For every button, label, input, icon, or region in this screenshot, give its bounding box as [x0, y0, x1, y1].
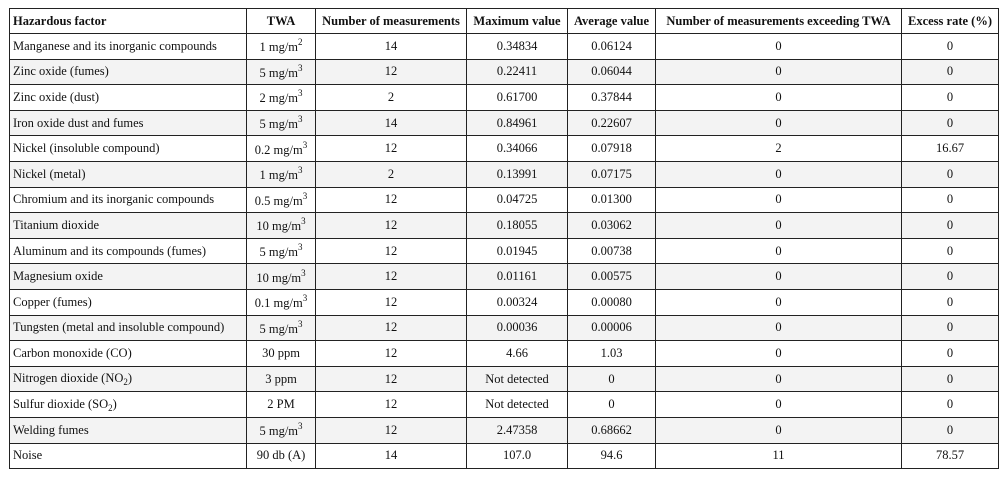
cell-excess-rate: 0	[902, 289, 999, 315]
cell-hazardous-factor	[10, 392, 247, 418]
table-row	[10, 213, 999, 239]
cell-excess-rate: 0	[902, 85, 999, 111]
twa-value: 0.1 mg/m	[254, 296, 303, 311]
twa-value: 10 mg/m	[256, 219, 302, 234]
cell-average-value: 0.06124	[568, 34, 656, 60]
cell-number-of-measurements: 14	[316, 443, 467, 469]
cell-average-value: 0	[568, 392, 656, 418]
cell-twa	[247, 264, 316, 290]
cell-hazardous-factor	[10, 34, 247, 60]
cell-hazardous-factor	[10, 161, 247, 187]
cell-number-of-measurements: 12	[316, 264, 467, 290]
cell-twa	[247, 136, 316, 162]
cell-maximum-value: 0.34066	[467, 136, 568, 162]
cell-maximum-value: 0.13991	[467, 161, 568, 187]
cell-twa	[247, 443, 316, 469]
cell-excess-rate: 0	[902, 110, 999, 136]
cell-average-value: 0.00080	[568, 289, 656, 315]
table-row	[10, 238, 999, 264]
factor-subscript: 2	[123, 377, 128, 388]
cell-average-value: 0.07918	[568, 136, 656, 162]
cell-number-of-measurements: 12	[316, 315, 467, 341]
twa-value: 0.2 mg/m	[254, 142, 303, 157]
cell-maximum-value: 2.47358	[467, 417, 568, 443]
cell-hazardous-factor	[10, 366, 247, 392]
twa-value: 2 mg/m	[259, 91, 299, 106]
cell-exceeding-twa: 0	[656, 85, 902, 111]
cell-number-of-measurements: 12	[316, 341, 467, 367]
cell-average-value: 0.03062	[568, 213, 656, 239]
cell-maximum-value: 0.01161	[467, 264, 568, 290]
table-row	[10, 417, 999, 443]
factor-name: Copper (fumes)	[13, 294, 92, 309]
cell-exceeding-twa: 0	[656, 187, 902, 213]
cell-number-of-measurements: 12	[316, 366, 467, 392]
cell-number-of-measurements: 12	[316, 392, 467, 418]
cell-number-of-measurements: 12	[316, 289, 467, 315]
factor-name: Chromium and its inorganic compounds	[13, 192, 215, 207]
header-twa: TWA	[247, 9, 316, 34]
cell-excess-rate: 0	[902, 59, 999, 85]
factor-subscript: 2	[108, 402, 113, 413]
cell-excess-rate: 0	[902, 392, 999, 418]
cell-excess-rate: 0	[902, 213, 999, 239]
table-row	[10, 187, 999, 213]
factor-name: Tungsten (metal and insoluble compound)	[13, 320, 225, 335]
cell-twa	[247, 161, 316, 187]
factor-name: Zinc oxide (dust)	[13, 89, 100, 104]
cell-exceeding-twa: 0	[656, 59, 902, 85]
twa-value: 90 db (A)	[256, 448, 306, 463]
cell-excess-rate: 0	[902, 34, 999, 60]
factor-name: Nickel (metal)	[13, 166, 86, 181]
twa-value: 2 PM	[267, 397, 295, 412]
twa-exponent: 3	[298, 165, 303, 176]
cell-number-of-measurements: 14	[316, 34, 467, 60]
cell-exceeding-twa: 2	[656, 136, 902, 162]
twa-exponent: 3	[298, 88, 303, 99]
cell-number-of-measurements: 14	[316, 110, 467, 136]
twa-value: 3 ppm	[265, 371, 297, 386]
cell-twa	[247, 110, 316, 136]
factor-name: Nitrogen dioxide (NO	[13, 371, 124, 386]
header-average-value: Average value	[568, 9, 656, 34]
factor-name: Titanium dioxide	[13, 217, 100, 232]
cell-twa	[247, 366, 316, 392]
cell-number-of-measurements: 12	[316, 187, 467, 213]
table-row	[10, 85, 999, 111]
cell-number-of-measurements: 2	[316, 161, 467, 187]
cell-hazardous-factor	[10, 315, 247, 341]
factor-name: Aluminum and its compounds (fumes)	[13, 243, 207, 258]
cell-maximum-value: Not detected	[467, 366, 568, 392]
header-excess-rate: Excess rate (%)	[902, 9, 999, 34]
twa-exponent: 3	[302, 139, 308, 150]
cell-average-value: 0.37844	[568, 85, 656, 111]
cell-twa	[247, 238, 316, 264]
cell-maximum-value: 0.34834	[467, 34, 568, 60]
table-row	[10, 264, 999, 290]
cell-average-value: 1.03	[568, 341, 656, 367]
cell-exceeding-twa: 0	[656, 110, 902, 136]
header-hazardous-factor: Hazardous factor	[10, 9, 247, 34]
table-row	[10, 366, 999, 392]
cell-number-of-measurements: 2	[316, 85, 467, 111]
cell-exceeding-twa: 0	[656, 289, 902, 315]
cell-excess-rate: 78.57	[902, 443, 999, 469]
cell-hazardous-factor	[10, 59, 247, 85]
cell-number-of-measurements: 12	[316, 213, 467, 239]
table-row	[10, 443, 999, 469]
cell-hazardous-factor	[10, 85, 247, 111]
cell-excess-rate: 0	[902, 238, 999, 264]
twa-value: 5 mg/m	[259, 245, 299, 260]
cell-average-value: 0.22607	[568, 110, 656, 136]
cell-excess-rate: 0	[902, 161, 999, 187]
cell-average-value: 0.06044	[568, 59, 656, 85]
factor-name: Carbon monoxide (CO)	[13, 345, 132, 360]
factor-suffix: )	[127, 371, 133, 386]
factor-name: Magnesium oxide	[13, 269, 103, 284]
cell-hazardous-factor	[10, 238, 247, 264]
cell-exceeding-twa: 11	[656, 443, 902, 469]
cell-exceeding-twa: 0	[656, 392, 902, 418]
table-row	[10, 34, 999, 60]
twa-exponent: 3	[298, 114, 303, 125]
factor-name: Manganese and its inorganic compounds	[13, 38, 217, 53]
factor-name: Zinc oxide (fumes)	[13, 64, 109, 79]
cell-maximum-value: 0.00324	[467, 289, 568, 315]
table-row	[10, 289, 999, 315]
cell-maximum-value: 0.22411	[467, 59, 568, 85]
table-row	[10, 59, 999, 85]
cell-exceeding-twa: 0	[656, 161, 902, 187]
twa-value: 5 mg/m	[259, 321, 299, 336]
cell-maximum-value: 0.00036	[467, 315, 568, 341]
cell-excess-rate: 0	[902, 366, 999, 392]
factor-name: Noise	[13, 448, 43, 463]
twa-value: 10 mg/m	[256, 270, 302, 285]
cell-maximum-value: 4.66	[467, 341, 568, 367]
cell-exceeding-twa: 0	[656, 417, 902, 443]
twa-exponent: 3	[298, 421, 303, 432]
cell-twa	[247, 213, 316, 239]
cell-average-value: 0.01300	[568, 187, 656, 213]
cell-maximum-value: 0.84961	[467, 110, 568, 136]
cell-hazardous-factor	[10, 187, 247, 213]
cell-number-of-measurements: 12	[316, 238, 467, 264]
cell-maximum-value: 0.18055	[467, 213, 568, 239]
twa-value: 1 mg/m	[259, 168, 299, 183]
cell-exceeding-twa: 0	[656, 213, 902, 239]
cell-maximum-value: 107.0	[467, 443, 568, 469]
cell-average-value: 0.00738	[568, 238, 656, 264]
cell-twa	[247, 341, 316, 367]
twa-value: 30 ppm	[262, 345, 300, 360]
table-row	[10, 110, 999, 136]
table-row	[10, 136, 999, 162]
cell-hazardous-factor	[10, 341, 247, 367]
header-exceeding-twa: Number of measurements exceeding TWA	[656, 9, 902, 34]
header-maximum-value: Maximum value	[467, 9, 568, 34]
factor-suffix: )	[112, 396, 117, 411]
cell-average-value: 0.68662	[568, 417, 656, 443]
cell-excess-rate: 0	[902, 264, 999, 290]
cell-excess-rate: 0	[902, 187, 999, 213]
hazard-measurement-table	[9, 8, 999, 469]
cell-excess-rate: 0	[902, 341, 999, 367]
table-row	[10, 341, 999, 367]
twa-value: 5 mg/m	[259, 117, 299, 132]
twa-value: 1 mg/m	[259, 40, 299, 55]
twa-value: 5 mg/m	[259, 424, 299, 439]
cell-exceeding-twa: 0	[656, 238, 902, 264]
cell-twa	[247, 59, 316, 85]
header-row	[10, 9, 999, 34]
cell-average-value: 94.6	[568, 443, 656, 469]
cell-average-value: 0	[568, 366, 656, 392]
table-body	[10, 34, 999, 469]
table-row	[10, 392, 999, 418]
cell-twa	[247, 34, 316, 60]
cell-hazardous-factor	[10, 213, 247, 239]
cell-maximum-value: 0.01945	[467, 238, 568, 264]
cell-average-value: 0.00575	[568, 264, 656, 290]
twa-exponent: 2	[298, 37, 303, 48]
header-number-of-measurements: Number of measurements	[316, 9, 467, 34]
cell-twa	[247, 417, 316, 443]
cell-exceeding-twa: 0	[656, 34, 902, 60]
cell-exceeding-twa: 0	[656, 315, 902, 341]
cell-exceeding-twa: 0	[656, 366, 902, 392]
cell-maximum-value: Not detected	[467, 392, 568, 418]
twa-exponent: 3	[298, 242, 303, 253]
cell-excess-rate: 0	[902, 315, 999, 341]
cell-average-value: 0.00006	[568, 315, 656, 341]
twa-exponent: 3	[301, 216, 306, 227]
cell-hazardous-factor	[10, 289, 247, 315]
cell-number-of-measurements: 12	[316, 417, 467, 443]
cell-maximum-value: 0.04725	[467, 187, 568, 213]
cell-twa	[247, 187, 316, 213]
cell-twa	[247, 85, 316, 111]
factor-name: Iron oxide dust and fumes	[13, 115, 144, 130]
cell-number-of-measurements: 12	[316, 59, 467, 85]
twa-value: 0.5 mg/m	[254, 193, 303, 208]
twa-exponent: 3	[301, 267, 306, 278]
cell-exceeding-twa: 0	[656, 341, 902, 367]
cell-average-value: 0.07175	[568, 161, 656, 187]
cell-number-of-measurements: 12	[316, 136, 467, 162]
cell-excess-rate: 16.67	[902, 136, 999, 162]
cell-hazardous-factor	[10, 264, 247, 290]
table-row	[10, 161, 999, 187]
cell-excess-rate: 0	[902, 417, 999, 443]
table-row	[10, 315, 999, 341]
twa-exponent: 3	[298, 62, 303, 73]
cell-twa	[247, 289, 316, 315]
cell-hazardous-factor	[10, 417, 247, 443]
twa-exponent: 3	[302, 293, 308, 304]
cell-twa	[247, 315, 316, 341]
twa-exponent: 3	[298, 318, 303, 329]
cell-maximum-value: 0.61700	[467, 85, 568, 111]
factor-name: Welding fumes	[13, 422, 89, 437]
factor-name: Sulfur dioxide (SO	[13, 396, 109, 411]
cell-hazardous-factor	[10, 443, 247, 469]
twa-exponent: 3	[302, 190, 308, 201]
cell-exceeding-twa: 0	[656, 264, 902, 290]
cell-hazardous-factor	[10, 110, 247, 136]
table-container	[9, 8, 999, 469]
cell-twa	[247, 392, 316, 418]
twa-value: 5 mg/m	[259, 65, 299, 80]
factor-name: Nickel (insoluble compound)	[13, 141, 160, 156]
cell-hazardous-factor	[10, 136, 247, 162]
